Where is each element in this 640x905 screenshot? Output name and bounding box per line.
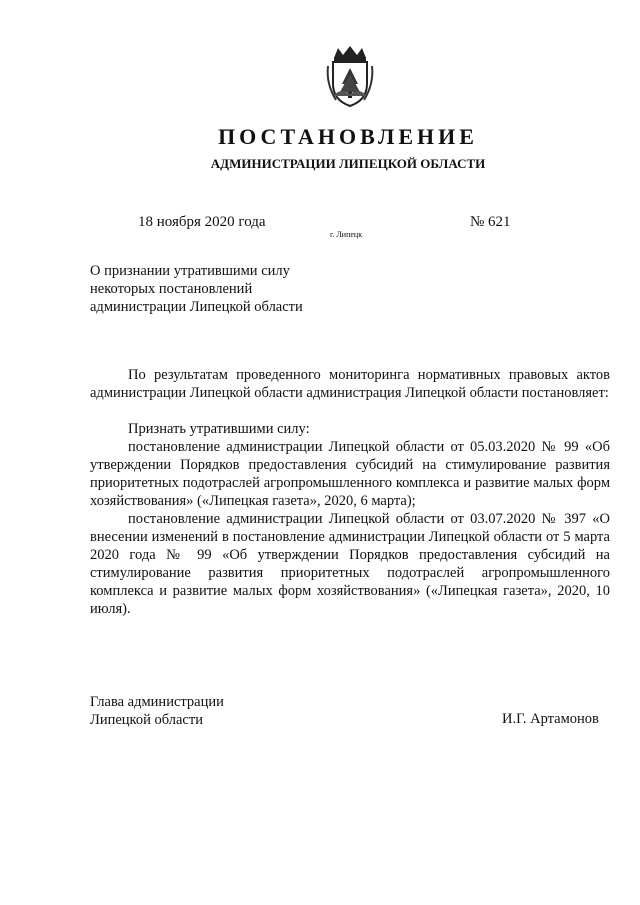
signature-position-line: Глава администрации [90, 694, 224, 710]
body-paragraph: постановление администрации Липецкой области от 03.07.2020 № 397 «О внесении изменений в постановление администрации Липецкой области от 5 марта 2020 года № 99 «Об утверждении Порядков предоставления субсидий на стимулирование развития приоритетных подотраслей агропромышленного комплекса и развитие малых форм хозяйствования» («Липецкая газета», 2020, 10 июля). [90, 511, 610, 617]
signature-position-line: Липецкой области [90, 712, 203, 728]
body-paragraph: Признать утратившими силу: [128, 421, 310, 437]
document-title: ПОСТАНОВЛЕНИЕ [218, 124, 478, 149]
subject-line: О признании утратившими силу [90, 263, 290, 279]
signature-position [90, 693, 224, 729]
document-body [90, 366, 610, 618]
signature-name: И.Г. Артамонов [502, 711, 599, 727]
body-paragraph: постановление администрации Липецкой области от 05.03.2020 № 99 «Об утверждении Порядков предоставления субсидий на стимулирование развития приоритетных подотраслей агропромышленного комплекса и развитие малых форм хозяйствования» («Липецкая газета», 2020, 6 марта); [90, 439, 610, 509]
subject-line: некоторых постановлений [90, 281, 253, 297]
coat-of-arms-icon [324, 44, 376, 108]
document-date: 18 ноября 2020 года [138, 214, 266, 230]
document-place: г. Липецк [330, 230, 363, 239]
subject-line: администрации Липецкой области [90, 299, 303, 315]
document-number: № 621 [470, 214, 511, 230]
document-subject [90, 262, 350, 316]
document-subtitle: АДМИНИСТРАЦИИ ЛИПЕЦКОЙ ОБЛАСТИ [210, 156, 486, 171]
body-paragraph: По результатам проведенного мониторинга нормативных правовых актов администрации Липецкой области администрация Липецкой области постановляет: [90, 367, 610, 401]
